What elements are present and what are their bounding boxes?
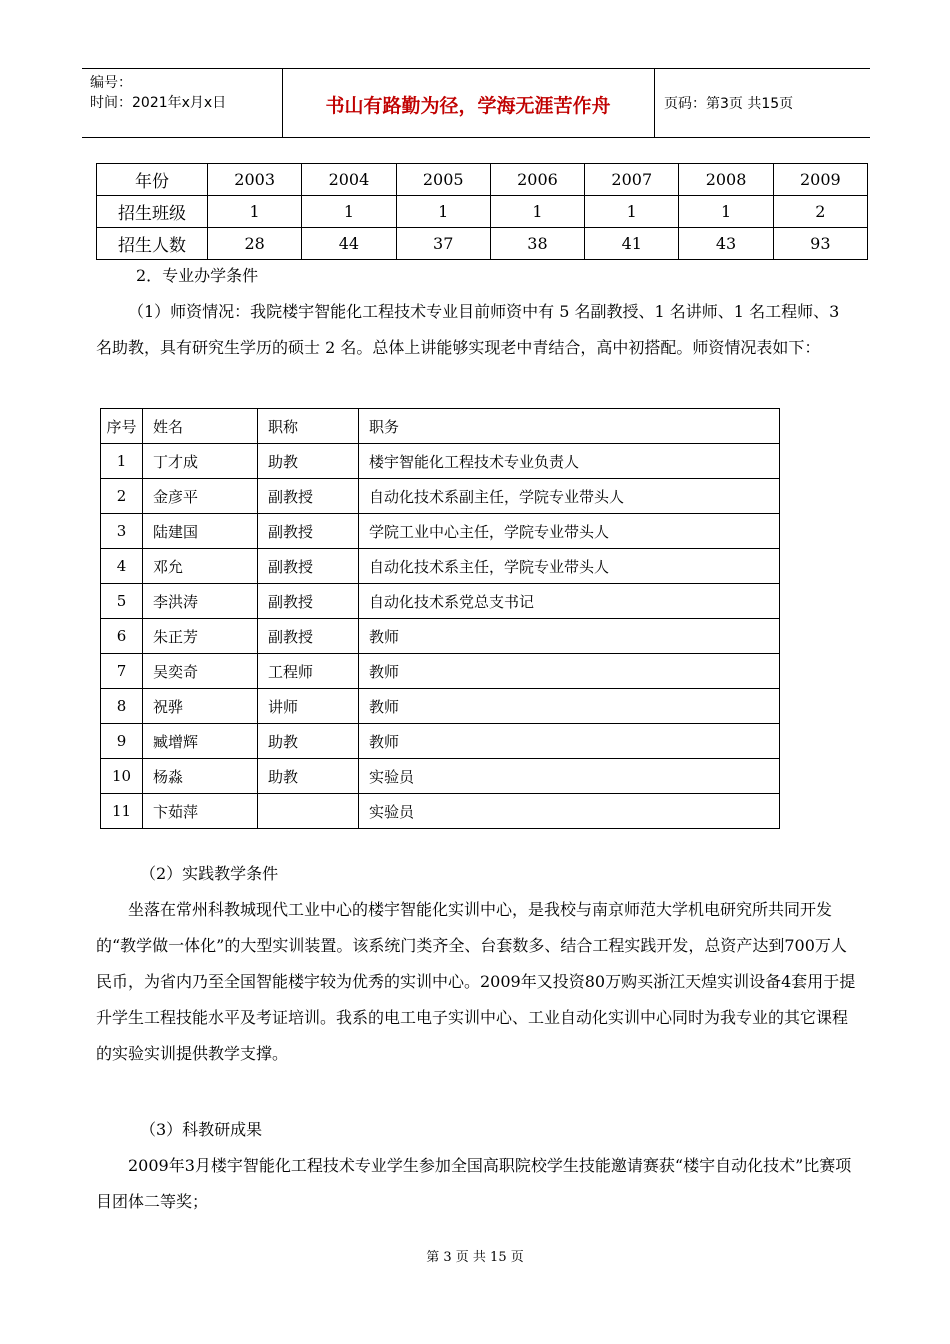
value-cell: 28 bbox=[208, 228, 302, 260]
year-cell: 2006 bbox=[490, 164, 584, 196]
cell-index: 10 bbox=[101, 759, 143, 794]
time-label: 时间：2021年x月x日 bbox=[90, 95, 227, 111]
row-label: 招生人数 bbox=[97, 228, 208, 260]
column-header: 序号 bbox=[101, 409, 143, 444]
cell-name: 丁才成 bbox=[143, 444, 258, 479]
research-heading: （3）科教研成果 bbox=[140, 1120, 263, 1139]
cell-position: 自动化技术系副主任，学院专业带头人 bbox=[359, 479, 780, 514]
table-row bbox=[101, 724, 780, 759]
page-footer: 第 3 页 共 15 页 bbox=[426, 1250, 524, 1265]
cell-index: 6 bbox=[101, 619, 143, 654]
year-cell: 2005 bbox=[396, 164, 490, 196]
cell-name: 卞茹萍 bbox=[143, 794, 258, 829]
cell-position: 自动化技术系主任，学院专业带头人 bbox=[359, 549, 780, 584]
cell-index: 4 bbox=[101, 549, 143, 584]
year-header: 年份 bbox=[97, 164, 208, 196]
cell-index: 7 bbox=[101, 654, 143, 689]
teachers-paragraph: （1）师资情况：我院楼宇智能化工程技术专业目前师资中有 5 名副教授、1 名讲师、1 名工程师、3 名助教，具有研究生学历的硕士 2 名。总体上讲能够实现老中青结合，高中初搭配。师资情况表如下： bbox=[96, 302, 840, 357]
cell-index: 3 bbox=[101, 514, 143, 549]
cell-index: 1 bbox=[101, 444, 143, 479]
enrollment-students-row bbox=[97, 228, 868, 260]
document-header bbox=[82, 68, 870, 138]
value-cell: 1 bbox=[679, 196, 773, 228]
table-row bbox=[101, 654, 780, 689]
value-cell: 37 bbox=[396, 228, 490, 260]
cell-title: 副教授 bbox=[258, 479, 359, 514]
value-cell: 41 bbox=[585, 228, 679, 260]
header-motto: 书山有路勤为径，学海无涯苦作舟 bbox=[325, 95, 611, 117]
cell-position: 教师 bbox=[359, 619, 780, 654]
cell-title: 副教授 bbox=[258, 549, 359, 584]
cell-title: 副教授 bbox=[258, 514, 359, 549]
value-cell: 43 bbox=[679, 228, 773, 260]
cell-index: 8 bbox=[101, 689, 143, 724]
value-cell: 1 bbox=[490, 196, 584, 228]
cell-name: 吴奕奇 bbox=[143, 654, 258, 689]
section-heading: 2．专业办学条件 bbox=[136, 266, 259, 285]
table-row bbox=[101, 584, 780, 619]
table-row bbox=[101, 444, 780, 479]
cell-index: 5 bbox=[101, 584, 143, 619]
cell-name: 金彦平 bbox=[143, 479, 258, 514]
cell-name: 祝骅 bbox=[143, 689, 258, 724]
cell-index: 9 bbox=[101, 724, 143, 759]
column-header: 姓名 bbox=[143, 409, 258, 444]
cell-position: 学院工业中心主任，学院专业带头人 bbox=[359, 514, 780, 549]
row-label: 招生班级 bbox=[97, 196, 208, 228]
cell-position: 自动化技术系党总支书记 bbox=[359, 584, 780, 619]
research-paragraph: 2009年3月楼宇智能化工程技术专业学生参加全国高职院校学生技能邀请赛获“楼宇自动化技术”比赛项目团体二等奖； bbox=[96, 1156, 852, 1211]
enrollment-classes-row bbox=[97, 196, 868, 228]
cell-title: 助教 bbox=[258, 724, 359, 759]
teacher-table-header bbox=[101, 409, 780, 444]
cell-title: 副教授 bbox=[258, 584, 359, 619]
cell-name: 臧增辉 bbox=[143, 724, 258, 759]
value-cell: 1 bbox=[208, 196, 302, 228]
column-header: 职称 bbox=[258, 409, 359, 444]
header-page-info: 页码：第3页 共15页 bbox=[664, 96, 794, 112]
cell-position: 楼宇智能化工程技术专业负责人 bbox=[359, 444, 780, 479]
number-label: 编号： bbox=[90, 75, 132, 91]
cell-position: 教师 bbox=[359, 654, 780, 689]
year-cell: 2004 bbox=[302, 164, 396, 196]
cell-position: 教师 bbox=[359, 724, 780, 759]
table-row bbox=[101, 619, 780, 654]
enrollment-table bbox=[96, 163, 868, 260]
header-divider bbox=[654, 69, 655, 137]
cell-title: 助教 bbox=[258, 759, 359, 794]
teacher-table bbox=[100, 408, 780, 829]
practice-heading: （2）实践教学条件 bbox=[140, 864, 279, 883]
cell-name: 朱正芳 bbox=[143, 619, 258, 654]
year-cell: 2008 bbox=[679, 164, 773, 196]
table-row bbox=[101, 479, 780, 514]
practice-paragraph: 坐落在常州科教城现代工业中心的楼宇智能化实训中心，是我校与南京师范大学机电研究所共同开发的“教学做一体化”的大型实训装置。该系统门类齐全、台套数多、结合工程实践开发，总资产达到700万人民币，为省内乃至全国智能楼宇较为优秀的实训中心。2009年又投资80万购买浙江天煌实训设备4套用于提升学生工程技能水平及考证培训。我系的电工电子实训中心、工业自动化实训中心同时为我专业的其它课程的实验实训提供教学支撑。 bbox=[96, 900, 856, 1063]
table-row bbox=[101, 794, 780, 829]
cell-name: 杨淼 bbox=[143, 759, 258, 794]
cell-title: 工程师 bbox=[258, 654, 359, 689]
cell-name: 李洪涛 bbox=[143, 584, 258, 619]
year-cell: 2003 bbox=[208, 164, 302, 196]
cell-index: 2 bbox=[101, 479, 143, 514]
value-cell: 2 bbox=[773, 196, 867, 228]
enrollment-year-row bbox=[97, 164, 868, 196]
value-cell: 93 bbox=[773, 228, 867, 260]
cell-title: 讲师 bbox=[258, 689, 359, 724]
table-row bbox=[101, 759, 780, 794]
year-cell: 2009 bbox=[773, 164, 867, 196]
cell-title: 副教授 bbox=[258, 619, 359, 654]
cell-position: 实验员 bbox=[359, 794, 780, 829]
value-cell: 1 bbox=[396, 196, 490, 228]
column-header: 职务 bbox=[359, 409, 780, 444]
table-row bbox=[101, 514, 780, 549]
cell-title bbox=[258, 794, 359, 829]
value-cell: 1 bbox=[585, 196, 679, 228]
value-cell: 44 bbox=[302, 228, 396, 260]
cell-position: 实验员 bbox=[359, 759, 780, 794]
table-row bbox=[101, 689, 780, 724]
cell-name: 陆建国 bbox=[143, 514, 258, 549]
value-cell: 38 bbox=[490, 228, 584, 260]
cell-name: 邓允 bbox=[143, 549, 258, 584]
header-meta bbox=[90, 73, 226, 113]
year-cell: 2007 bbox=[585, 164, 679, 196]
cell-position: 教师 bbox=[359, 689, 780, 724]
value-cell: 1 bbox=[302, 196, 396, 228]
cell-title: 助教 bbox=[258, 444, 359, 479]
table-row bbox=[101, 549, 780, 584]
cell-index: 11 bbox=[101, 794, 143, 829]
